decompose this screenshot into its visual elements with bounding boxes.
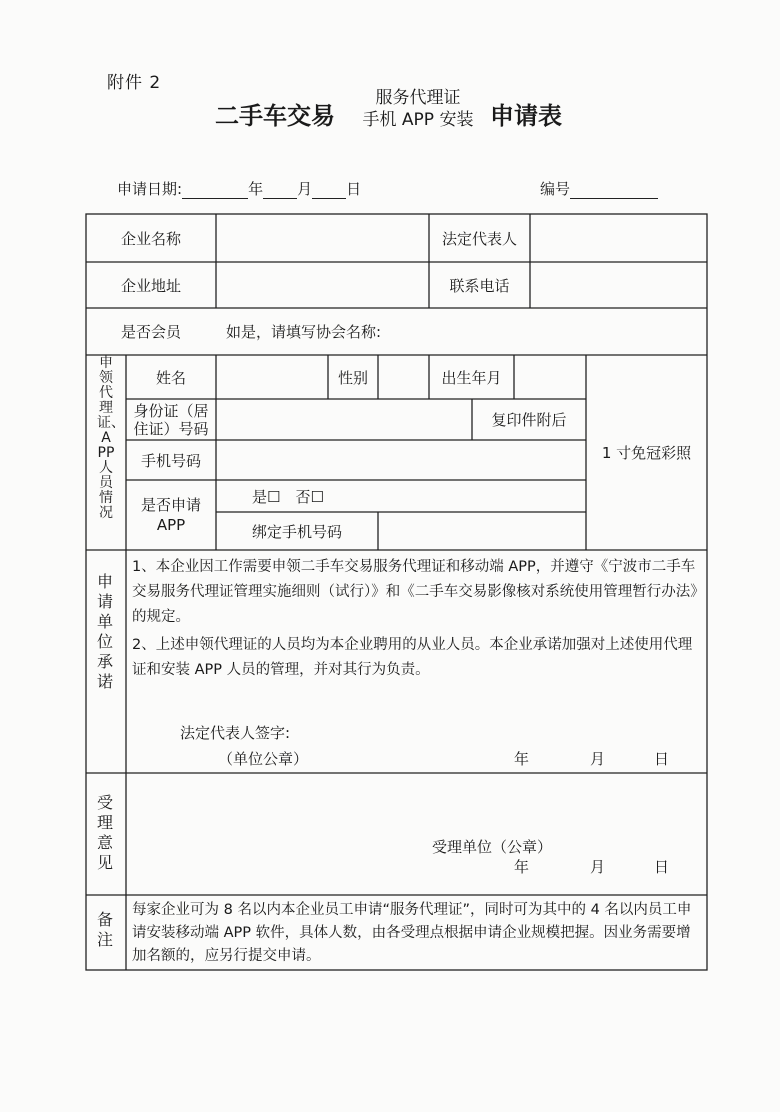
commitment-paragraph-1: 1、本企业因工作需要申领二手车交易服务代理证和移动端 APP，并遵守《宁波市二手车交易服务代理证管理实施细则（试行）》和《二手车交易影像核对系统使用管理暂行办法》的规定。 (132, 559, 698, 625)
bind-phone-field[interactable] (378, 512, 586, 550)
photo-area: 1 寸免冠彩照 (601, 444, 692, 462)
title-stack-bottom: 手机 APP 安装 (362, 110, 474, 130)
number-label: 编号 (540, 180, 571, 198)
company-address-field[interactable] (216, 262, 429, 308)
title-right: 申请表 (490, 102, 562, 130)
title-stack-top: 服务代理证 (375, 88, 461, 108)
mobile-field[interactable] (216, 440, 586, 480)
remarks-text: 每家企业可为 8 名以内本企业员工申请“服务代理证”，同时可为其中的 4 名以内员工申请安装移动端 APP 软件，具体人数，由各受理点根据申请企业规模把握。因业务需要增加名额的，应另行提交申请。 (132, 902, 692, 964)
commitment-month: 月 (590, 750, 606, 768)
legal-rep-field[interactable] (530, 214, 707, 262)
app-yes-no-options[interactable]: 是☐ 否☐ (252, 487, 324, 506)
person-name-label: 姓名 (155, 368, 186, 387)
company-name-field[interactable] (216, 214, 429, 262)
attachment-label: 附件 2 (107, 73, 162, 93)
gender-label: 性别 (337, 368, 368, 387)
company-address-label: 企业地址 (120, 276, 181, 295)
gender-field[interactable] (378, 355, 429, 399)
remarks-side-label: 备注 (96, 910, 113, 949)
member-label: 是否会员 (120, 323, 181, 341)
commitment-paragraph-2: 2、上述申领代理证的人员均为本企业聘用的从业人员。本企业承诺加强对上述使用代理证和安装 APP 人员的管理，并对其行为负责。 (132, 637, 693, 678)
legal-rep-label: 法定代表人 (441, 229, 517, 248)
birth-label: 出生年月 (441, 368, 502, 387)
month-label: 月 (297, 180, 313, 198)
birth-field[interactable] (514, 355, 586, 399)
year-label: 年 (248, 180, 264, 198)
acceptance-month: 月 (590, 858, 606, 876)
contact-phone-field[interactable] (530, 262, 707, 308)
mobile-label: 手机号码 (140, 451, 201, 470)
bind-phone-label: 绑定手机号码 (251, 522, 342, 541)
commitment-year: 年 (514, 750, 530, 768)
day-label: 日 (346, 180, 362, 198)
apply-date-label: 申请日期: (117, 180, 183, 198)
company-seal-label: （单位公章） (218, 750, 309, 768)
person-side-label: 申领代理证、APP人员情况 (97, 355, 125, 521)
acceptance-day: 日 (654, 858, 670, 876)
acceptance-year: 年 (514, 858, 530, 876)
id-number-label: 身份证（居住证）号码 (133, 401, 209, 438)
title-left: 二手车交易 (215, 102, 335, 130)
app-apply-label: 是否申请 APP (140, 496, 201, 534)
acceptance-unit-label: 受理单位（公章） (432, 838, 553, 856)
person-name-field[interactable] (216, 355, 328, 399)
copy-attached-label: 复印件附后 (491, 411, 567, 429)
member-hint[interactable]: 如是，请填写协会名称: (226, 323, 382, 341)
acceptance-side-label: 受理意见 (96, 793, 113, 872)
commitment-day: 日 (654, 750, 670, 768)
legal-rep-signature-label: 法定代表人签字: (180, 724, 291, 742)
company-name-label: 企业名称 (120, 229, 181, 248)
id-number-field[interactable] (216, 399, 472, 440)
contact-phone-label: 联系电话 (449, 276, 510, 295)
commitment-side-label: 申请单位承诺 (96, 572, 113, 691)
